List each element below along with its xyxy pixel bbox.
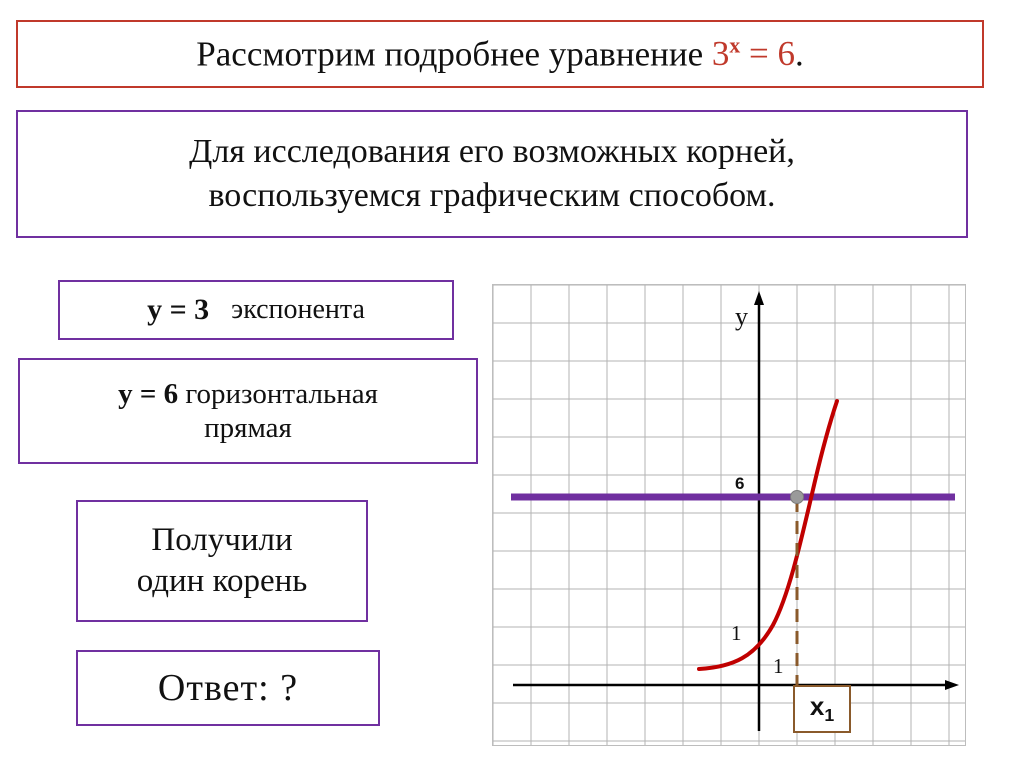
subtitle-line-2: воспользуемся графическим способом. (208, 177, 776, 214)
root-label-text: x (809, 691, 825, 722)
root-label-sub: 1 (824, 705, 835, 726)
legend-horizontal-box (18, 358, 478, 464)
conclusion-line-2: один корень (136, 563, 308, 599)
graph-panel (492, 284, 966, 746)
root-label-box (793, 685, 851, 733)
grid-lines (493, 285, 965, 745)
legend-exponent-formula: y = 3 (147, 293, 210, 326)
title-box (16, 20, 984, 88)
legend-exponent-label: экспонента (231, 294, 365, 325)
label-one-x: 1 (773, 654, 784, 678)
equation-base: 3 (711, 34, 730, 74)
conclusion-box (76, 500, 368, 622)
legend-exponent-box (58, 280, 454, 340)
legend-horizontal-row2: прямая (204, 412, 292, 444)
legend-horizontal-formula: y = 6 (118, 377, 179, 410)
equation-rest: = 6 (740, 34, 795, 74)
x-axis-arrow (945, 680, 959, 690)
y-axis-label: y (735, 302, 748, 331)
subtitle-box (16, 110, 968, 238)
root-label (810, 691, 834, 726)
subtitle-line-1: Для исследования его возможных корней, (189, 133, 795, 171)
equation-exponent: x (729, 33, 741, 58)
graph-svg (493, 285, 965, 745)
label-six: 6 (735, 474, 745, 493)
y-axis-arrow (754, 291, 764, 305)
page-title (196, 34, 803, 75)
label-one-y: 1 (731, 621, 742, 645)
title-equation (712, 34, 795, 73)
title-suffix: . (794, 34, 804, 74)
title-prefix: Рассмотрим подробнее уравнение (196, 34, 712, 74)
answer-label: Ответ: ? (157, 667, 299, 709)
answer-box (76, 650, 380, 726)
exponential-curve (699, 401, 837, 669)
conclusion-line-1: Получили (151, 521, 293, 558)
intersection-point (791, 491, 804, 504)
legend-horizontal-row1 (118, 377, 378, 411)
legend-horizontal-label: горизонтальная (185, 377, 378, 410)
